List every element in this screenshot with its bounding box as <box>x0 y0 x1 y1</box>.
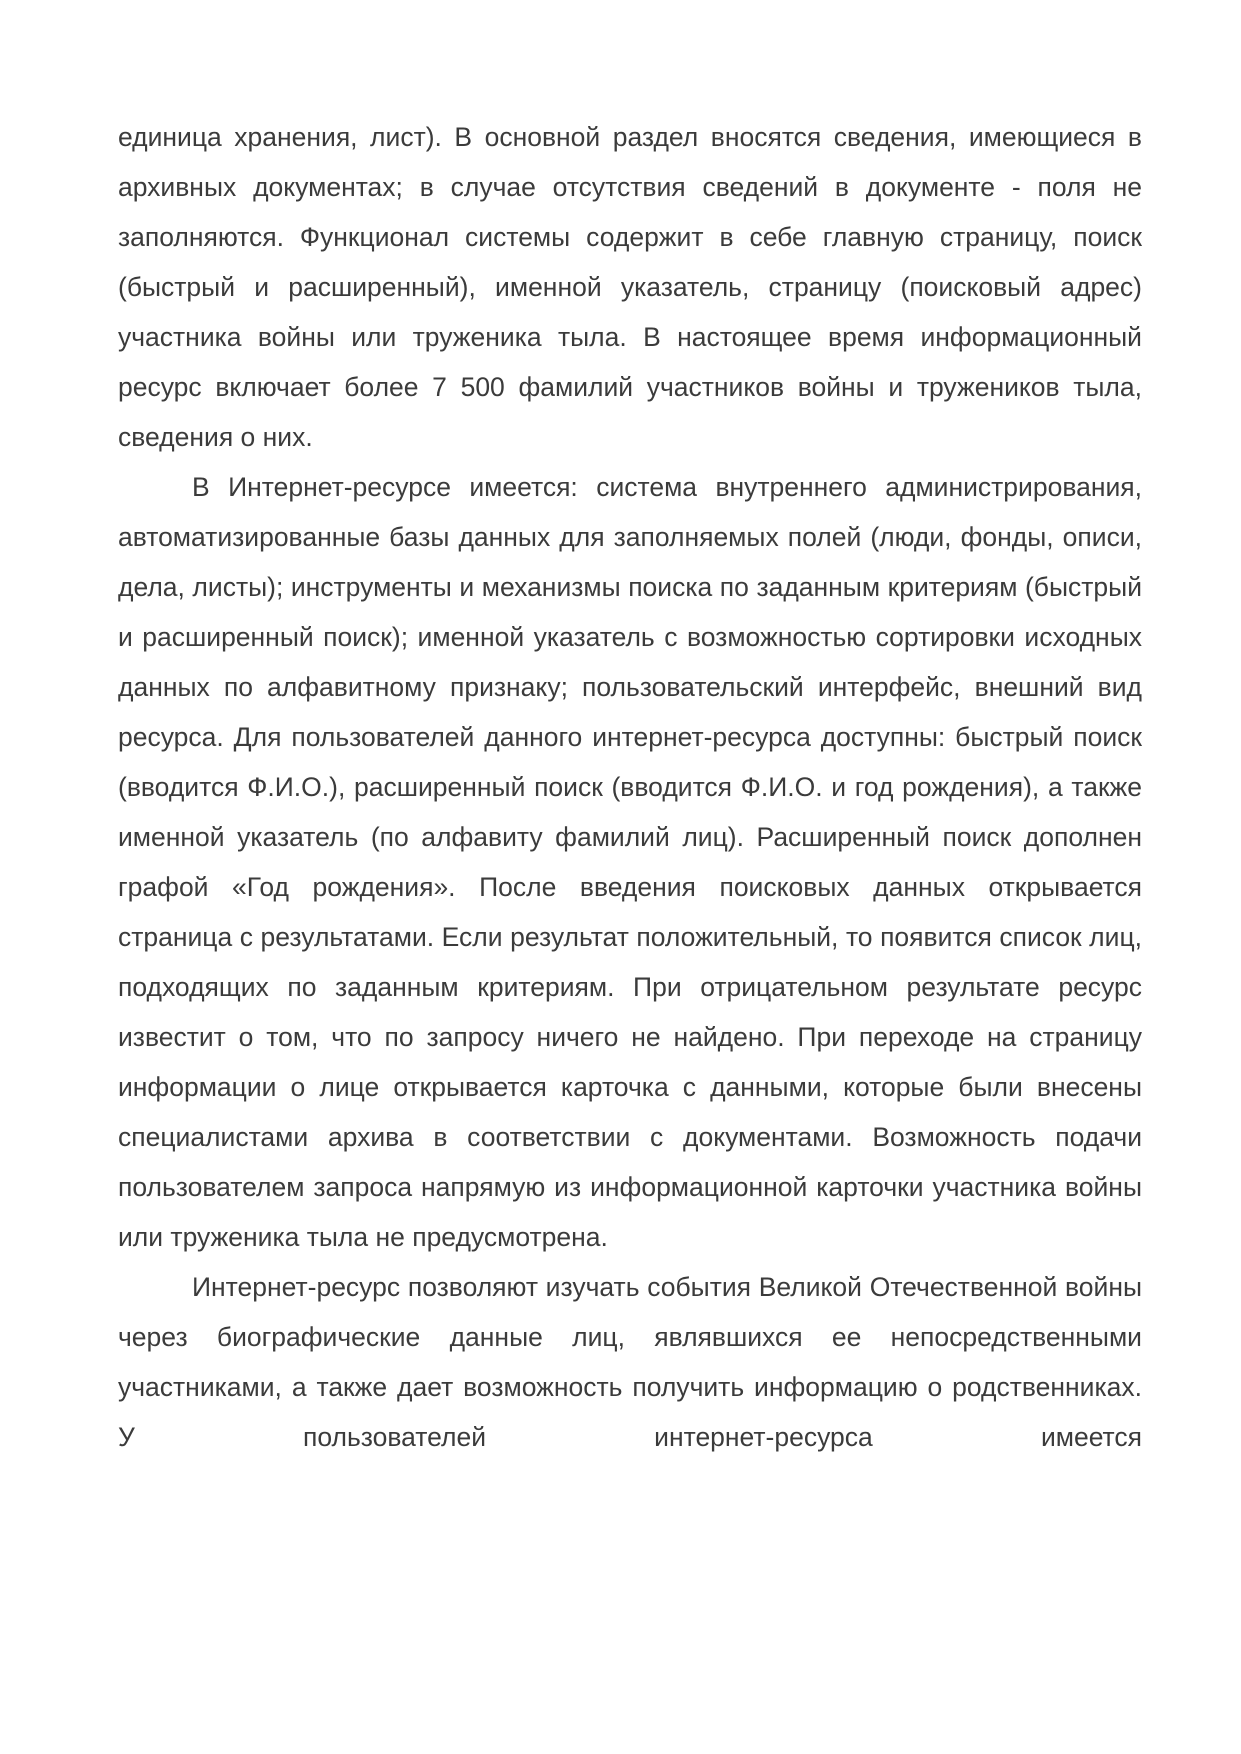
paragraph-1: единица хранения, лист). В основной раздел вносятся сведения, имеющиеся в архивных документах; в случае отсутствия сведений в документе - поля не заполняются. Функционал системы содержит в себе главную страницу, поиск (быстрый и расширенный), именной указатель, страницу (поисковый адрес) участника войны или труженика тыла. В настоящее время информационный ресурс включает более 7 500 фамилий участников войны и тружеников тыла, сведения о них. <box>118 122 1142 452</box>
document-page <box>118 112 1142 1462</box>
paragraph-3: Интернет-ресурс позволяют изучать события Великой Отечественной войны через биографические данные лиц, являвшихся ее непосредственными участниками, а также дает возможность получить информацию о родственниках. У пользователей интернет-ресурса имеется <box>118 1272 1142 1452</box>
paragraph-2: В Интернет-ресурсе имеется: система внутреннего администрирования, автоматизированные базы данных для заполняемых полей (люди, фонды, описи, дела, листы); инструменты и механизмы поиска по заданным критериям (быстрый и расширенный поиск); именной указатель с возможностью сортировки исходных данных по алфавитному признаку; пользовательский интерфейс, внешний вид ресурса. Для пользователей данного интернет-ресурса доступны: быстрый поиск (вводится Ф.И.О.), расширенный поиск (вводится Ф.И.О. и год рождения), а также именной указатель (по алфавиту фамилий лиц). Расширенный поиск дополнен графой «Год рождения». После введения поисковых данных открывается страница с результатами. Если результат положительный, то появится список лиц, подходящих по заданным критериям. При отрицательном результате ресурс известит о том, что по запросу ничего не найдено. При переходе на страницу информации о лице открывается карточка с данными, которые были внесены специалистами архива в соответствии с документами. Возможность подачи пользователем запроса напрямую из информационной карточки участника войны или труженика тыла не предусмотрена. <box>118 472 1142 1252</box>
